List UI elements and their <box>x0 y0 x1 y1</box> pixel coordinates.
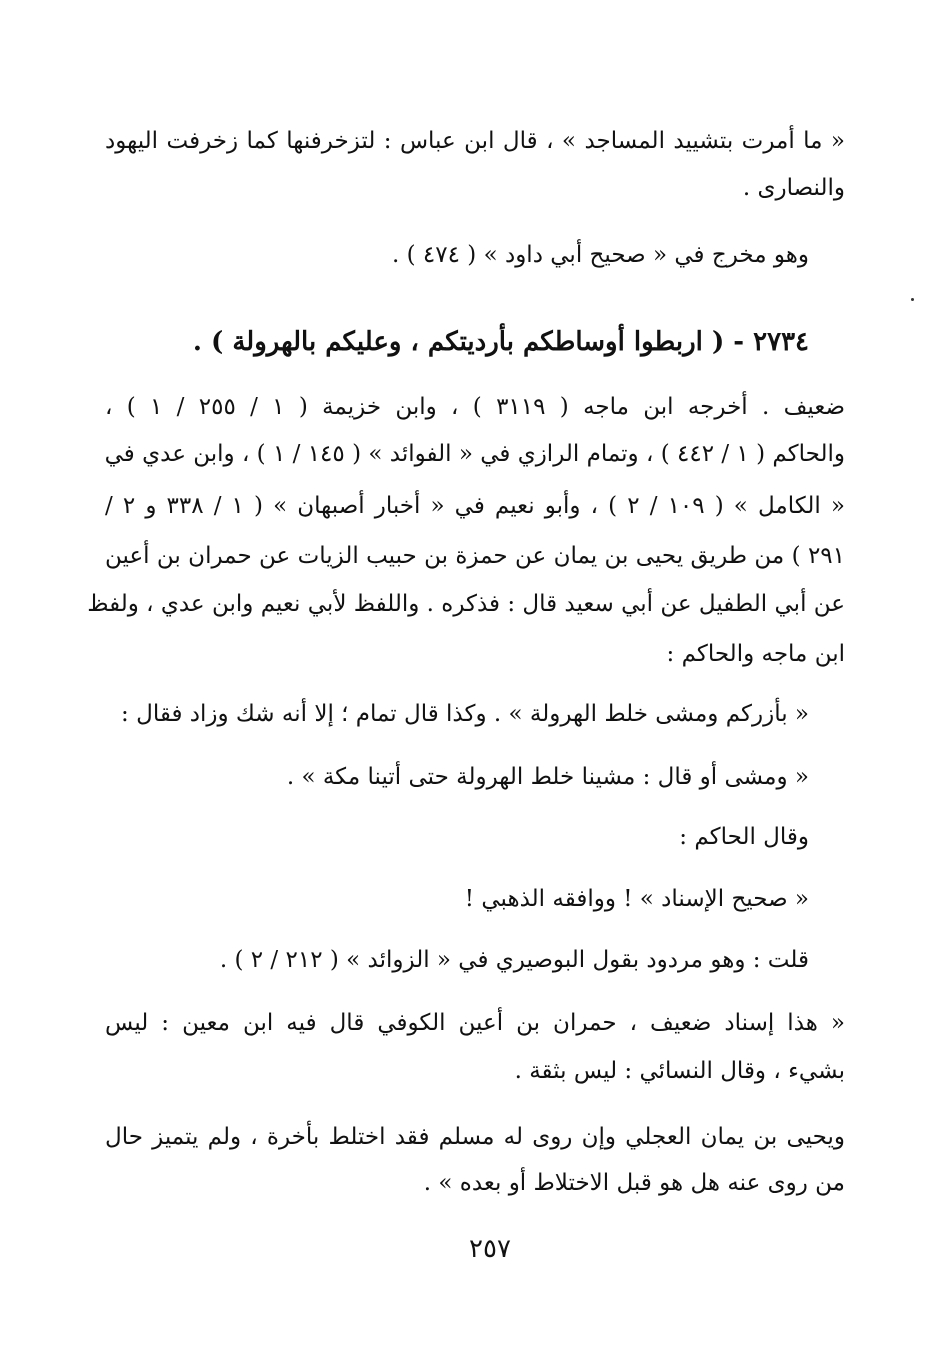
text-line-2: والنصارى . <box>742 175 845 201</box>
text-line-3: وهو مخرج في « صحيح أبي داود » ( ٤٧٤ ) . <box>392 242 809 268</box>
text-line-1: « ما أمرت بتشييد المساجد » ، قال ابن عباس : لتزخرفنها كما زخرفت اليهود <box>105 128 845 154</box>
text-line-8: ٢٩١ ) من طريق يحيى بن يمان عن حمزة بن حبيب الزيات عن حمران بن أعين <box>105 543 845 569</box>
text-line-9: عن أبي الطفيل عن أبي سعيد قال : فذكره . واللفظ لأبي نعيم وابن عدي ، ولفظ <box>87 591 845 617</box>
text-line-6: والحاكم ( ١ / ٤٤٢ ) ، وتمام الرازي في « الفوائد » ( ١٤٥ / ١ ) ، وابن عدي في <box>104 441 845 467</box>
scan-speck <box>911 298 914 301</box>
hadith-heading: ٢٧٣٤ - ( اربطوا أوساطكم بأرديتكم ، وعليكم بالهرولة ) . <box>192 327 809 357</box>
text-line-16: « هذا إسناد ضعيف ، حمران بن أعين الكوفي قال فيه ابن معين : ليس <box>105 1010 845 1036</box>
text-line-7: « الكامل » ( ١٠٩ / ٢ ) ، وأبو نعيم في « أخبار أصبهان » ( ١ / ٣٣٨ و ٢ / <box>105 493 845 519</box>
text-line-17: بشيء ، وقال النسائي : ليس بثقة . <box>514 1058 845 1084</box>
text-line-11: « بأزركم ومشى خلط الهرولة » . وكذا قال تمام ؛ إلا أنه شك وزاد فقال : <box>121 701 809 727</box>
text-line-12: « ومشى أو قال : مشينا خلط الهرولة حتى أتينا مكة » . <box>286 764 809 790</box>
text-line-18: ويحيى بن يمان العجلي وإن روى له مسلم فقد اختلط بأخرة ، ولم يتميز حال <box>105 1124 845 1150</box>
text-line-13: وقال الحاكم : <box>679 824 809 850</box>
text-line-15: قلت : وهو مردود بقول البوصيري في « الزوائد » ( ٢١٢ / ٢ ) . <box>219 947 809 973</box>
text-line-5: ضعيف . أخرجه ابن ماجه ( ٣١١٩ ) ، وابن خزيمة ( ١ / ٢٥٥ / ١ ) ، <box>105 394 845 420</box>
text-line-19: من روى عنه هل هو قبل الاختلاط أو بعده » . <box>423 1170 845 1196</box>
text-line-10: ابن ماجه والحاكم : <box>666 641 845 667</box>
page-number: ٢٥٧ <box>469 1234 511 1264</box>
text-line-14: « صحيح الإسناد » ! ووافقه الذهبي ! <box>464 886 809 912</box>
